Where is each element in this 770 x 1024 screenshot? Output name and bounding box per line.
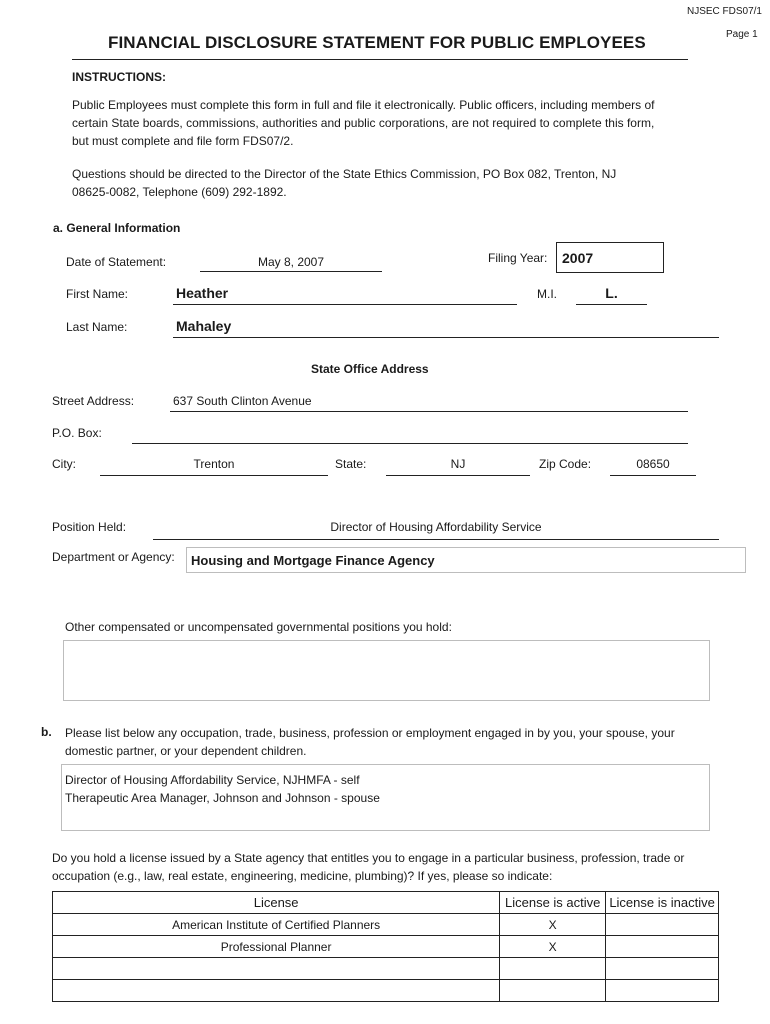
text-line: Do you hold a license issued by a State agency that entitles you to engage in a particular business, profession, trade or [52,851,685,865]
street-address-label: Street Address: [52,394,135,408]
po-box-underline [132,443,688,444]
first-name-field[interactable]: Heather [176,285,229,301]
text-line: Therapeutic Area Manager, Johnson and Johnson - spouse [65,791,380,805]
department-agency-label: Department or Agency: [52,550,175,564]
zip-code-label: Zip Code: [539,457,592,471]
page-number: Page 1 [726,29,758,40]
date-of-statement-label: Date of Statement: [66,255,167,269]
last-name-underline [173,337,719,338]
first-name-label: First Name: [66,287,129,301]
last-name-label: Last Name: [66,320,128,334]
text-line: certain State boards, commissions, authorities and public corporations, are not required to complete this form, [72,116,655,130]
section-b-marker: b. [41,725,52,739]
license-inactive-cell[interactable] [606,936,719,958]
mi-field[interactable]: L. [605,285,618,301]
table-row [53,980,719,1002]
mi-label: M.I. [537,287,557,301]
occupation-question [65,724,675,760]
state-field[interactable]: NJ [450,457,466,471]
text-line: domestic partner, or your dependent children. [65,744,307,758]
license-inactive-cell[interactable] [606,914,719,936]
city-field[interactable]: Trenton [193,457,235,471]
license-active-cell[interactable]: X [500,914,606,936]
license-table-header [53,892,719,914]
license-active-cell[interactable] [500,958,606,980]
license-table [52,891,719,1002]
state-office-address-heading: State Office Address [311,362,429,376]
mi-underline [576,304,647,305]
zip-underline [610,475,696,476]
license-inactive-cell[interactable] [606,980,719,1002]
license-name-cell[interactable] [53,958,500,980]
instructions-heading: INSTRUCTIONS: [72,70,166,84]
form-code: NJSEC FDS07/1 [686,6,762,17]
occupation-answer-field[interactable] [61,764,710,831]
street-underline [170,411,688,412]
license-column-header: License [53,892,500,914]
zip-code-field[interactable]: 08650 [636,457,670,471]
license-name-cell[interactable]: American Institute of Certified Planners [53,914,500,936]
license-name-cell[interactable]: Professional Planner [53,936,500,958]
po-box-label: P.O. Box: [52,426,102,440]
date-of-statement-field[interactable]: May 8, 2007 [257,255,325,269]
other-positions-label: Other compensated or uncompensated governmental positions you hold: [65,620,452,634]
date-underline [200,271,382,272]
street-address-field[interactable]: 637 South Clinton Avenue [173,394,312,408]
license-name-cell[interactable] [53,980,500,1002]
text-line: Please list below any occupation, trade, business, profession or employment engaged in by you, your spouse, your [65,726,675,740]
position-held-field[interactable]: Director of Housing Affordability Service [330,520,542,534]
license-inactive-cell[interactable] [606,958,719,980]
text-line: but must complete and file form FDS07/2. [72,134,294,148]
city-label: City: [52,457,76,471]
other-positions-field[interactable] [63,640,710,701]
table-row [53,936,719,958]
license-active-cell[interactable] [500,980,606,1002]
filing-year-label: Filing Year: [488,251,548,265]
position-held-label: Position Held: [52,520,127,534]
occupation-answer [65,771,380,807]
text-line: Public Employees must complete this form in full and file it electronically. Public officers, including members of [72,98,655,112]
text-line: occupation (e.g., law, real estate, engineering, medicine, plumbing)? If yes, please so indicate: [52,869,553,883]
filing-year-value: 2007 [562,250,594,266]
state-label: State: [335,457,367,471]
license-active-column-header: License is active [500,892,606,914]
table-row [53,958,719,980]
title-underline [72,59,688,60]
text-line: Director of Housing Affordability Service, NJHMFA - self [65,773,360,787]
department-agency-value: Housing and Mortgage Finance Agency [191,553,435,568]
text-line: 08625-0082, Telephone (609) 292-1892. [72,185,287,199]
position-underline [153,539,719,540]
general-info-heading: a. General Information [53,221,181,235]
instructions-paragraph-2 [72,165,616,201]
last-name-field[interactable]: Mahaley [176,318,232,334]
license-active-cell[interactable]: X [500,936,606,958]
table-row [53,914,719,936]
form-title: FINANCIAL DISCLOSURE STATEMENT FOR PUBLIC EMPLOYEES [108,33,646,52]
first-name-underline [173,304,517,305]
city-underline [100,475,328,476]
department-agency-field[interactable] [186,547,746,573]
state-underline [386,475,530,476]
license-inactive-column-header: License is inactive [606,892,719,914]
text-line: Questions should be directed to the Director of the State Ethics Commission, PO Box 082, Trenton, NJ [72,167,617,181]
license-question [52,849,684,885]
instructions-paragraph-1 [72,96,654,150]
filing-year-field[interactable] [556,242,664,273]
